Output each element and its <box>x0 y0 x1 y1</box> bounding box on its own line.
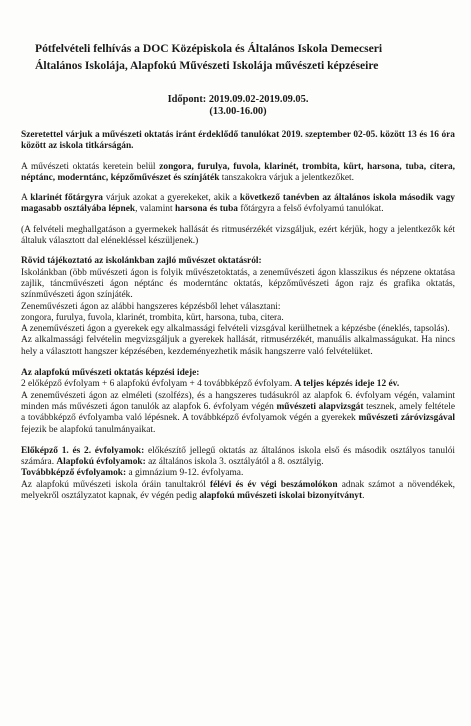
overview-line-3: zongora, furulya, fuvola, klarinét, trombita, kürt, harsona, tuba, citera. <box>21 312 284 323</box>
text-span: A művészeti oktatás keretein belül <box>21 161 160 172</box>
text-bold: harsona és tuba <box>174 204 238 215</box>
intro-paragraph-3 <box>21 193 455 216</box>
intro-paragraph-2 <box>21 162 455 185</box>
duration-line-2 <box>21 391 455 436</box>
duration-line-1 <box>21 379 455 390</box>
text-span: fejezik be alapfokú tanulmányaikat. <box>21 424 156 435</box>
date-block <box>21 94 455 118</box>
text-bold: A teljes képzés ideje 12 év. <box>294 379 400 390</box>
overview-line-1: Iskolánkban (öbb művészeti ágon is folyik művészetoktatás, a zeneművészeti ágon klasszikus és népzene oktatása zajlik, táncművészeti ágon néptánc és moderntánc oktatás, képzőművészeti ágon rajz és grafika oktatás, színművészeti ágon színjáték. <box>21 267 455 301</box>
text-span: , valamint <box>135 204 175 215</box>
text-span: 2 előképző évfolyam + 6 alapfokú évfolyam + 4 továbbképző évfolyam. <box>21 379 295 390</box>
text-span: adnak számot a növendékek, melyekről osztályzatot kapnak, év végén pedig <box>21 479 455 502</box>
document-title <box>35 40 455 74</box>
instrument-list: zongora, furulya, fuvola, klarinét, trombita, kürt, harsona, tuba, citera, néptánc, moderntánc, képzőművészet és színjáték <box>21 161 455 183</box>
overview-line-4: A zeneművészeti ágon a gyerekek egy alkalmassági felvételi vizsgával kerülhetnek a képzésbe (éneklés, tapsolás). <box>21 324 450 335</box>
text-bold: klarinét főtárgyra <box>30 193 103 204</box>
section-duration-heading: Az alapfokú művészeti oktatás képzési ideje: <box>21 368 200 379</box>
text-bold: Továbbképző évfolyamok: <box>21 468 127 479</box>
date-range: Időpont: 2019.09.02-2019.09.05. <box>167 94 309 105</box>
text-bold: művészeti alapvizsgát <box>276 401 364 412</box>
text-span: A zeneművészeti ágon az elméleti (szolfézs), és a hangszeres tudásukról az alapfok 6. évfolyam végén, valamint minden más művészeti ágon tanulók az alapfok 6. évfolyam végén <box>21 390 455 412</box>
intro-paragraph-4: (A felvételi meghallgatáson a gyermekek hallását és ritmusérzékét vizsgáljuk, ezért kérjük, hogy a jelentkezők két általuk választott dal elénekléssel készüljenek.) <box>21 224 455 247</box>
text-span: A <box>21 193 31 204</box>
text-bold: félévi és év végi beszámolókon <box>210 479 338 490</box>
text-bold: művészeti záróvizsgával <box>358 413 455 424</box>
section-duration <box>21 368 455 436</box>
text-span: tesznek, amely feltétele a továbbképző évfolyamba való lépésnek. A továbbképző évfolyamok végén a gyerekek <box>21 401 455 424</box>
title-line-1: Pótfelvételi felhívás a DOC Középiskola és Általános Iskola Demecseri <box>35 42 383 55</box>
text-span: előkészítő jellegű oktatás az általános iskola első és második osztályos tanulói számára. <box>21 445 455 468</box>
overview-line-5: Az alkalmassági felvételin megvizsgáljuk a gyerekek hallását, ritmusérzékét, manuális alkalmasságukat. Ha nincs hely a választott hangszer képzésében, kezdeményezhetik másik hangszerre való felvételüket. <box>21 335 455 357</box>
text-span: az általános iskola 3. osztályától a 8. osztályig. <box>145 457 324 468</box>
text-bold: Alapfokú évfolyamok: <box>56 457 146 468</box>
time-range: (13.00-16.00) <box>209 106 267 117</box>
intro-paragraph-1: Szeretettel várjuk a művészeti oktatás iránt érdeklődő tanulókat 2019. szeptember 02-05. között 13 és 16 óra között az iskola titkárságán. <box>21 130 455 152</box>
text-span: főtárgyra a felső évfolyamú tanulókat. <box>237 204 384 215</box>
text-span: várjuk azokat a gyerekeket, akik a <box>102 193 240 204</box>
text-span: Az alapfokú művészeti iskola óráin tanultakról <box>21 479 210 490</box>
text-span: tanszakokra várjuk a jelentkezőket. <box>219 172 354 183</box>
section-levels <box>21 446 455 502</box>
text-bold: következő tanévben az általános iskola második vagy magasabb osztályába lépnek <box>21 193 455 215</box>
text-span: a gimnázium 9-12. évfolyama. <box>126 468 244 479</box>
section-overview <box>21 256 455 358</box>
overview-line-2: Zeneművészeti ágon az alábbi hangszeres képzésből lehet választani: <box>21 301 281 312</box>
levels-line-3 <box>21 480 455 503</box>
section-overview-heading: Rövid tájékoztató az iskolánkban zajló művészet oktatásról: <box>21 256 262 267</box>
levels-line-2 <box>21 468 455 479</box>
text-bold: alapfokú művészeti iskolai bizonyítványt <box>199 491 363 502</box>
levels-line-1 <box>21 446 455 469</box>
text-bold: Előképző 1. és 2. évfolyamok: <box>21 445 145 456</box>
title-line-2: Általános Iskolája, Alapfokú Művészeti Iskolája művészeti képzéseire <box>35 59 379 72</box>
text-span: . <box>362 491 365 502</box>
